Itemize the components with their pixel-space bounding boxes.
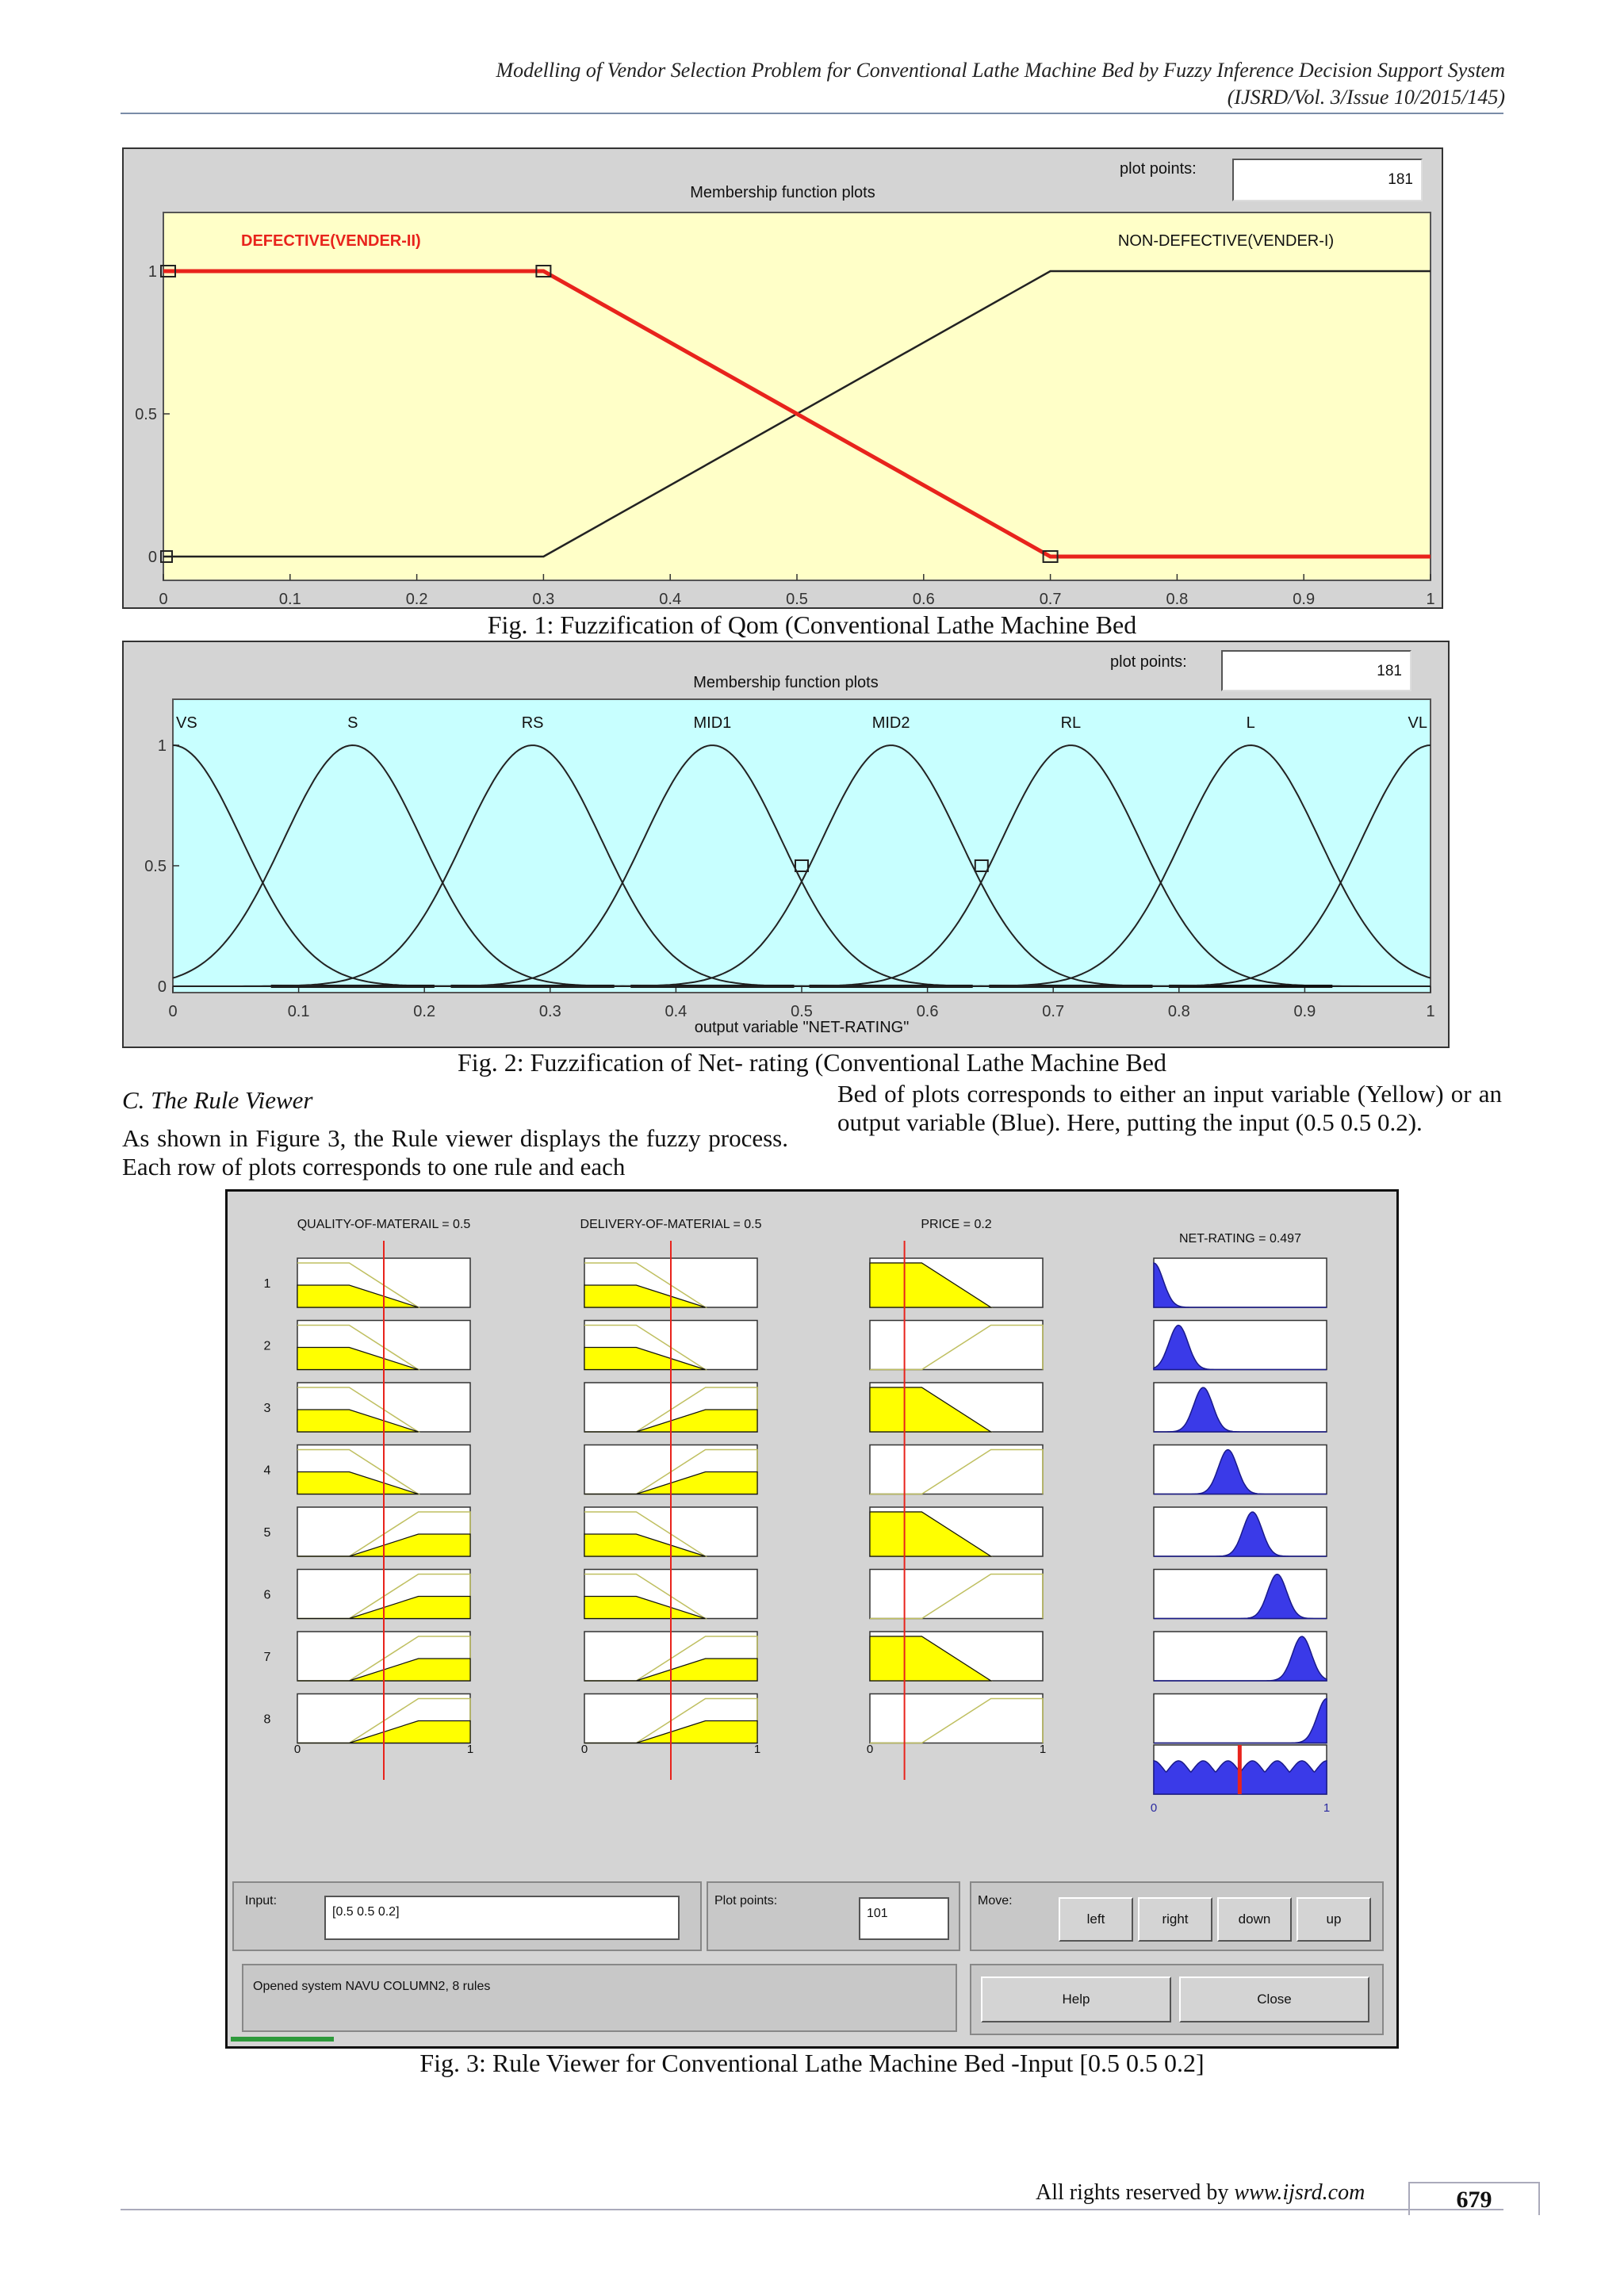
fig1-legend-non-defective: NON-DEFECTIVE(VENDER-I) [1117,232,1335,250]
plot-points-field[interactable]: 101 [859,1897,949,1940]
fig1-x-tick-label: 0.2 [405,591,428,607]
aggregate-axis-label: 0 [1150,1801,1158,1815]
figure-3-rule-viewer [225,1189,1399,2049]
section-heading: C. The Rule Viewer [122,1086,313,1114]
fig1-x-tick-label: 0.4 [659,591,682,607]
fig1-x-tick-label: 0.5 [786,591,808,607]
running-header-journal: (IJSRD/Vol. 3/Issue 10/2015/145) [1227,86,1505,109]
fig1-x-tick-label: 0 [159,591,168,607]
rule-output-plot [1154,1694,1327,1743]
status-panel [242,1964,957,2032]
fig2-mf-vl-label: VL [1408,714,1427,732]
fig2-mf-mid1-label: MID1 [693,714,732,732]
fig2-mf-rl-label: RL [1060,714,1082,732]
fig2-mf-mid2-label: MID2 [871,714,910,732]
fig1-x-tick-label: 0.3 [532,591,555,607]
close-button[interactable]: Close [1179,1976,1369,2022]
fig1-title: Membership function plots [690,184,875,201]
rule-input-plot [870,1321,1043,1370]
rule-axis-label: 0 [293,1743,301,1756]
rule-row-label: 6 [263,1588,271,1602]
fig1-x-tick-label: 0.6 [912,591,935,607]
page-number: 679 [1408,2182,1540,2215]
fig2-y-tick-label: 1 [157,737,167,755]
rule-axis-label: 1 [753,1743,761,1756]
rule-viewer-plots [228,1192,1396,1850]
progress-indicator [231,2037,334,2042]
fig1-x-tick-label: 0.9 [1293,591,1316,607]
rule-row-label: 2 [263,1339,271,1353]
figure-1 [122,147,1443,609]
rule-axis-label: 0 [866,1743,874,1756]
fig2-y-tick-label: 0.5 [144,858,167,875]
fig1-y-tick-label: 0 [147,549,157,566]
fig1-x-tick-label: 0.8 [1166,591,1189,607]
fig2-x-tick-label: 0.5 [791,1003,813,1020]
rule-axis-label: 0 [580,1743,588,1756]
fig2-chart [124,642,1448,1047]
fig2-plot-points-input[interactable]: 181 [1221,650,1411,691]
fig1-y-tick-label: 1 [147,263,157,281]
fig2-mf-s-label: S [347,714,358,732]
fig1-plot-area [163,212,1431,580]
rule-axis-label: 1 [1039,1743,1047,1756]
header-divider [121,113,1503,114]
fig1-x-tick-label: 0.1 [278,591,301,607]
fig2-x-tick-label: 0.3 [538,1003,561,1020]
fig2-x-tick-label: 0.4 [665,1003,688,1020]
fig2-mf-vs-label: VS [176,714,197,732]
rule-output-plot [1154,1570,1327,1619]
rule-row-label: 5 [263,1526,271,1540]
move-panel [970,1881,1384,1951]
fig1-plot-points-label: plot points: [1120,160,1197,178]
footer-divider [121,2209,1503,2210]
fig1-caption: Fig. 1: Fuzzification of Qom (Conventional Lathe Machine Bed [487,610,1137,639]
fig2-title: Membership function plots [693,674,879,691]
running-header-title: Modelling of Vendor Selection Problem for Conventional Lathe Machine Bed by Fuzzy Inference Decision Support System [496,59,1505,82]
fig1-y-tick-label: 0.5 [135,406,157,423]
fig1-chart [124,149,1442,607]
rule-axis-label: 1 [466,1743,474,1756]
rule-viewer-column-title: QUALITY-OF-MATERAIL = 0.5 [297,1218,471,1231]
fig2-x-tick-label: 0.2 [413,1003,436,1020]
rule-output-plot [1154,1258,1327,1307]
help-button[interactable]: Help [981,1976,1171,2022]
section-right-text: Bed of plots corresponds to either an input variable (Yellow) or an output variable (Blue). Here, putting the input (0.5 0.5 0.2). [837,1080,1502,1136]
section-left-text: As shown in Figure 3, the Rule viewer displays the fuzzy process. Each row of plots corresponds to one rule and each [122,1124,788,1181]
rule-row-label: 7 [263,1651,271,1664]
fig2-plot-points-label: plot points: [1110,653,1187,671]
fig2-x-tick-label: 0.9 [1293,1003,1316,1020]
input-field[interactable]: [0.5 0.5 0.2] [324,1896,680,1940]
move-up-button[interactable]: up [1297,1897,1371,1942]
footer-rights-text: All rights reserved by [1036,2180,1235,2205]
input-panel [232,1881,702,1951]
fig2-x-tick-label: 0.1 [287,1003,310,1020]
figure-2 [122,641,1450,1048]
fig2-plot-area [173,699,1431,993]
fig3-caption: Fig. 3: Rule Viewer for Conventional Lathe Machine Bed -Input [0.5 0.5 0.2] [419,2049,1205,2077]
fig2-x-axis-label: output variable "NET-RATING" [694,1019,910,1036]
fig1-x-tick-label: 1 [1426,591,1435,607]
rule-row-label: 1 [263,1277,271,1291]
rule-input-plot [870,1570,1043,1619]
move-down-button[interactable]: down [1217,1897,1292,1942]
status-text: Opened system NAVU COLUMN2, 8 rules [253,1980,491,1993]
fig2-x-tick-label: 0.6 [916,1003,939,1020]
help-close-panel [970,1964,1384,2035]
rule-output-plot [1154,1383,1327,1432]
move-right-button[interactable]: right [1138,1897,1212,1942]
fig2-x-tick-label: 1 [1426,1003,1435,1020]
aggregate-axis-label: 1 [1323,1801,1331,1815]
rule-input-plot [870,1694,1043,1743]
move-left-button[interactable]: left [1059,1897,1133,1942]
input-label: Input: [245,1894,278,1908]
fig2-mf-rs-label: RS [521,714,544,732]
move-label: Move: [978,1894,1013,1908]
fig1-legend-defective: DEFECTIVE(VENDER-II) [241,232,421,250]
rule-input-plot [870,1445,1043,1494]
fig2-x-tick-label: 0 [168,1003,178,1020]
rule-row-label: 8 [263,1712,271,1727]
plot-points-label: Plot points: [714,1894,778,1908]
rule-viewer-column-title: NET-RATING = 0.497 [1179,1232,1301,1246]
fig2-mf-l-label: L [1246,714,1255,732]
footer-site-link[interactable]: www.ijsrd.com [1234,2180,1365,2205]
rule-row-label: 4 [263,1464,271,1478]
rule-row-label: 3 [263,1402,271,1415]
fig2-x-tick-label: 0.7 [1042,1003,1065,1020]
fig2-y-tick-label: 0 [157,978,167,996]
fig1-plot-points-input[interactable]: 181 [1232,159,1423,201]
fig1-x-tick-label: 0.7 [1039,591,1062,607]
footer-rights [1036,2180,1365,2206]
plot-points-panel [707,1881,960,1951]
rule-viewer-column-title: PRICE = 0.2 [921,1218,992,1231]
rule-viewer-column-title: DELIVERY-OF-MATERIAL = 0.5 [580,1218,762,1231]
fig2-caption: Fig. 2: Fuzzification of Net- rating (Conventional Lathe Machine Bed [458,1048,1166,1077]
fig2-x-tick-label: 0.8 [1167,1003,1190,1020]
